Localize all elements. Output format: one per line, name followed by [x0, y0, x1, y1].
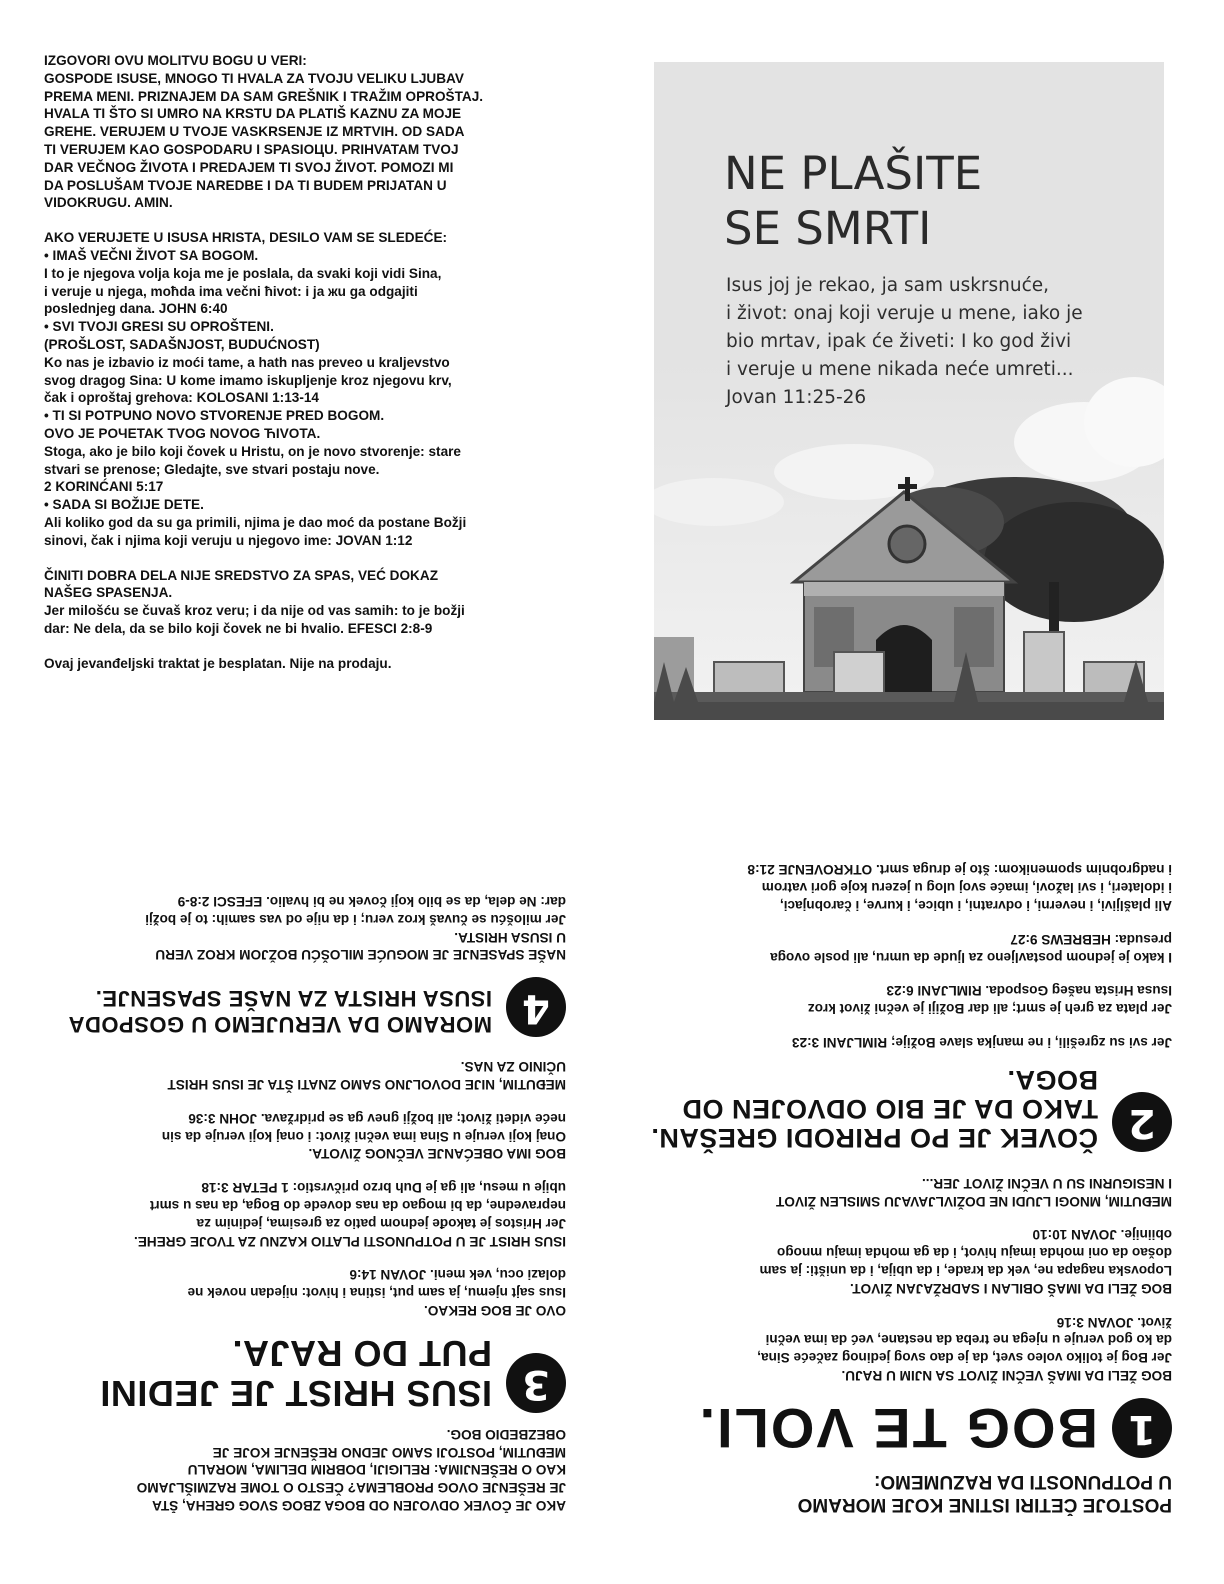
- cover-verse-line: Isus joj je rekao, ja sam uskrsnuće,: [726, 275, 1050, 296]
- benefits-line: svog dragog Sina: U kome imamo iskupljenje kroz njegovu krv,: [44, 372, 452, 388]
- truth-1-body-3-line: I NESIGURNI SU U VEČNI ŽIVOT JER...: [921, 1175, 1172, 1191]
- truth-1-body-2-line: Lopovska nagapa ne, vek da krade, i da ubija, i da uništi: ja sam: [759, 1263, 1172, 1279]
- truth-2-body-3: [636, 930, 1172, 966]
- works-block: [44, 567, 599, 638]
- cover-verse-line: Jovan 11:25-26: [726, 387, 867, 408]
- benefits-line: (PROŠLOST, SADAŠNJOST, BUDUĆNOST): [44, 336, 320, 352]
- truth-3-body-4: [36, 1057, 566, 1093]
- benefits-line: • SVI TVOJI GRESI SU OPROŠTENI.: [44, 319, 274, 335]
- truth-2-body-line: Jer svi su zgrešili, i ne manjka slave Božije; RIMLJANI 3:23: [791, 1035, 1172, 1051]
- benefits-line: 2 KORINĆANI 5:17: [44, 479, 164, 495]
- truth-3-body-3-line: BOG IMA OBEĆANJE VEČNOG ŽIVOTA.: [308, 1146, 566, 1162]
- truth-3-body-2-line: ISUS HRIST JE U POTPUNOSTI PLATIO KAZNU ZA TVOJE GREHE.: [133, 1233, 566, 1249]
- truth-1-body-2: [636, 1226, 1172, 1297]
- footer-note: Ovaj jevanđeljski traktat je besplatan. Nije na prodaju.: [44, 655, 392, 671]
- truth-4-body-line: NAŠE SPASENJE JE MOGUĆE MILOŠĆU BOŽJOM KROZ VERU: [155, 947, 566, 963]
- benefits-line: I to je njegova volja koja me je poslala, da svaki koji vidi Sina,: [44, 265, 442, 281]
- prayer-line: GREHE. VERUJEM U TVOJE VASKRSENJE IZ MRTVIH. OD SADA: [44, 124, 465, 140]
- cover-verse-line: i život: onaj koji veruje u mene, iako je: [726, 303, 1083, 324]
- cover-verse-line: bio mrtav, ipak će živeti: I ko god živi: [726, 331, 1072, 352]
- truth-1-body-2-line: obiinije. JOVAN 10:10: [1032, 1227, 1172, 1243]
- benefits-line: • SADA SI BOŽIJE DETE.: [44, 497, 204, 513]
- works-line: ČINITI DOBRA DELA NIJE SREDSTVO ZA SPAS, VEĆ DOKAZ: [44, 567, 438, 583]
- prayer-line: HVALA TI ŠTO SI UMRO NA KRSTU DA PLATIŠ KAZNU ZA MOJE: [44, 106, 462, 122]
- prayer-line: TI VERUJEM KAO GOSPODARU I SPASIOЦU. PRIHVATAM TVOJ: [44, 141, 459, 157]
- truth-2-body-2-line: Isusa Hrista našeg Gospoda. RIMLJANI 6:23: [886, 983, 1172, 999]
- benefits-line: Ko nas je izbavio iz moći tame, a hath nas preveo u kraljevstvo: [44, 354, 450, 370]
- truths-intro-line: U POTPUNOSTI DA RAZUMEMO:: [873, 1471, 1172, 1492]
- cover-title-line2: SE SMRTI: [724, 202, 932, 255]
- truth-2-title-line1: ČOVEK JE PO PRIRODI GREŠAN.: [650, 1123, 1098, 1154]
- truth-3-body-2: [36, 1178, 566, 1249]
- prayer-line: DA POSLUŠAM TVOJE NAREDBE I DA TI BUDEM PRIJATAN U: [44, 177, 447, 193]
- benefits-line: • IMAŠ VEČNI ŽIVOT SA BOGOM.: [44, 247, 259, 263]
- cover-title: [724, 146, 982, 256]
- truth-2-body-3-line: I kako je jednom postavljeno za ljude da umru, ali posle ovoga: [770, 949, 1172, 965]
- solution-intro-line: JE REŠENJE OVOG PROBLEMA? ČESTO O TOME RAZMIŠLJAMO: [136, 1480, 566, 1496]
- works-line: Jer milošću se čuvaš kroz veru; i da nije od vas samih: to je božji: [44, 603, 465, 619]
- truth-4-body-line: Jer milošću se čuvaš kroz veru; i da nije od vas samih: to je božji: [145, 911, 566, 927]
- benefits-block: [44, 229, 599, 549]
- truth-3-title-line2: PUT DO RAJA.: [231, 1333, 492, 1375]
- truths-panel-1-2: [636, 836, 1172, 1516]
- benefits-line: AKO VERUJETE U ISUSA HRISTA, DESILO VAM SE SLEDEĆE:: [44, 230, 448, 246]
- truth-2-body-4-line: i idolateri, i svi lažovi, imaće svoj ulog u jezeru koje gori vatrom: [761, 880, 1172, 896]
- benefits-line: stvari se prenose; Gledajte, sve stvari postaju nove.: [44, 461, 380, 477]
- prayer-line: IZGOVORI OVU MOLITVU BOGU U VERI:: [44, 53, 307, 68]
- benefits-line: čak i oproštaj grehova: KOLOSANI 1:13-14: [44, 390, 319, 406]
- works-line: NAŠEG SPASENJA.: [44, 585, 173, 601]
- benefits-line: • TI SI POTPUNO NOVO STVORENJE PRED BOGOM.: [44, 408, 385, 424]
- cover-verse: [726, 272, 1146, 412]
- benefits-line: Stoga, ako je bilo koji čovek u Hristu, on je novo stvorenje: stare: [44, 443, 461, 459]
- truth-4-heading: [36, 977, 566, 1037]
- truth-1-body-line: život. JOVAN 3:16: [1056, 1314, 1172, 1330]
- prayer-line: PREMA MENI. PRIZNAJEM DA SAM GREŠNIK I TRAŽIM OPROŠTAJ.: [44, 88, 484, 104]
- truth-2-body-4-line: Ali plašljivi, i neverni, i odvratni, i ubice, i kurve, i čarobnjaci,: [779, 898, 1172, 914]
- truth-4-body: [36, 892, 566, 963]
- truth-1-body-2-line: BOG ŽELI DA IMAŠ OBILAN I SADRŽAJAN ŽIVOT.: [850, 1280, 1172, 1296]
- prayer-line: DAR VEČNOG ŽIVOTA I PREDAJEM TI SVOJ ŽIVOT. POMOZI MI: [44, 159, 454, 175]
- works-line: dar: Ne dela, da se bilo koji čovek ne bi hvalio. EFESCI 2:8-9: [44, 620, 433, 636]
- number-badge-4: 4: [506, 977, 566, 1037]
- solution-intro: [36, 1425, 566, 1514]
- prayer-panel: [44, 52, 599, 690]
- truth-3-body-2-line: nepravedne, da bi mogao da nas dovede do Boga, da nas u smrt: [149, 1198, 566, 1214]
- truth-2-title-line2: TAKO DA JE BIO ODVOJEN OD BOGA.: [681, 1065, 1098, 1125]
- truth-3-heading: [36, 1333, 566, 1413]
- solution-intro-line: AKO JE ČOVEK ODVOJEN OD BOGA ZBOG SVOG GREHA, ŠTA: [152, 1498, 566, 1513]
- cover-panel: [654, 62, 1164, 720]
- cover-verse-line: i veruje u mene nikada neće umreti...: [726, 359, 1074, 380]
- number-badge-2: 2: [1112, 1092, 1172, 1152]
- truth-3-body-3-line: neće videti život; ali božji gnev ga se pridržava. JOHN 3:36: [188, 1110, 566, 1126]
- prayer-line: GOSPODE ISUSE, MNOGO TI HVALA ZA TVOJU VELIKU LJUBAV: [44, 70, 464, 86]
- benefits-line: poslednjeg dana. JOHN 6:40: [44, 301, 228, 317]
- truth-4-body-line: dar: Ne dela, da se bilo koji čovek ne bi hvalio. EFESCI 2:8-9: [177, 894, 566, 910]
- truth-1-body-line: Jer Bog je toliko voleo svet, da je dao svog jedinog začeće Sina,: [757, 1350, 1172, 1366]
- truth-2-body: [636, 1033, 1172, 1051]
- truth-3-body-3: [36, 1109, 566, 1162]
- truth-3-body: [36, 1266, 566, 1319]
- truth-3-body-3-line: Onaj koji veruje u Sina ima večni život: i onaj koji veruje da sin: [161, 1128, 566, 1144]
- truth-4-title-line1: MORAMO DA VERUJEMO U GOSPODA: [68, 1012, 492, 1038]
- truths-intro: [636, 1470, 1172, 1516]
- truth-3-body-line: dolazi ocu, vek meni. JOVAN 14:6: [349, 1267, 566, 1283]
- truth-3-body-line: OVO JE BOG REKAO.: [423, 1303, 566, 1319]
- number-badge-3: 3: [506, 1353, 566, 1413]
- truth-1-body: [636, 1313, 1172, 1384]
- truth-2-body-2-line: Jer plata za greh je smrt; ali dar Božiji je večni život kroz: [807, 1001, 1172, 1017]
- truth-2-body-3-line: presuda: HEBREWS 9:27: [1010, 931, 1172, 947]
- number-badge-1: 1: [1112, 1398, 1172, 1458]
- truth-2-body-4-line: i nadgrobnim spomenikom: što je druga smrt. OTKROVENJE 21:8: [747, 862, 1172, 878]
- truth-2-body-4: [636, 861, 1172, 914]
- truth-1-body-2-line: došao da oni mohda imaju hivot, i da ga mohda imaju mnogo: [776, 1245, 1172, 1261]
- prayer-line: VIDOKRUGU. AMIN.: [44, 195, 173, 211]
- truth-1-heading: [636, 1398, 1172, 1458]
- truth-1-body-line: BOG ŽELI DA IMAŠ VEČNI ŽIVOT SA NJIM U RAJU.: [841, 1368, 1172, 1383]
- truth-4-body-line: U ISUSA HRISTA.: [454, 929, 566, 945]
- cover-title-line1: NE PLAŠITE: [724, 147, 983, 200]
- truth-3-body-2-line: ubije u mesu, ali ga je Duh brzo pričvrstio: 1 PETAR 3:18: [201, 1180, 566, 1196]
- solution-intro-line: MEĐUTIM, POSTOJI SAMO JEDNO REŠENJE KOJE JE: [212, 1444, 566, 1460]
- truth-3-body-4-line: UČINIO ZA NAS.: [460, 1059, 566, 1075]
- truth-3-body-4-line: MEĐUTIM, NIJE DOVOLJNO SAMO ZNATI ŠTA JE ISUS HRIST: [167, 1077, 566, 1093]
- truth-1-title: BOG TE VOLI.: [697, 1397, 1098, 1460]
- prayer-block: [44, 52, 599, 212]
- truths-intro-line: POSTOJE ČETIRI ISTINE KOJE MORAMO: [797, 1494, 1172, 1515]
- truth-3-title-line1: ISUS HRIST JE JEDINI: [99, 1373, 492, 1415]
- benefits-line: i veruje u njega, moћda ima večni ћivot: i ja жu ga odgajiti: [44, 283, 418, 299]
- benefits-line: Ali koliko god da su ga primili, njima je dao moć da postane Božji: [44, 514, 467, 530]
- solution-intro-line: KAO O REŠENJIMA: RELIGIJI, DOBRIM DELIMA, MORALU: [187, 1462, 566, 1478]
- truth-1-body-3-line: MEĐUTIM, MNOGI LJUDI NE DOŽIVLJAVAJU SMISLEN ŽIVOT: [776, 1193, 1172, 1209]
- truth-1-body-line: da ko god veruje u njega ne treba da nestane, već da ima večni: [765, 1332, 1172, 1348]
- truth-2-heading: [636, 1065, 1172, 1152]
- truths-panel-3-4: [36, 894, 566, 1514]
- truth-2-body-2: [636, 982, 1172, 1018]
- truth-1-body-3: [636, 1174, 1172, 1210]
- benefits-line: OVO JE POЧETAK TVOG NOVOG ЋIVOTA.: [44, 425, 321, 441]
- truth-4-title-line2: ISUSA HRISTA ZA NAŠE SPASENJE.: [95, 986, 492, 1012]
- solution-intro-line: OBEZBEDIO BOG.: [446, 1426, 566, 1442]
- truth-3-body-line: Isus sajt njemu, ja sam put, istina i hivot: nijedan novek ne: [187, 1285, 566, 1301]
- benefits-line: sinovi, čak i njima koji veruju u njegovo ime: JOVAN 1:12: [44, 532, 413, 548]
- truth-3-body-2-line: Jer Hristos je takođe jednom patio za gresima, jedinim za: [196, 1215, 566, 1231]
